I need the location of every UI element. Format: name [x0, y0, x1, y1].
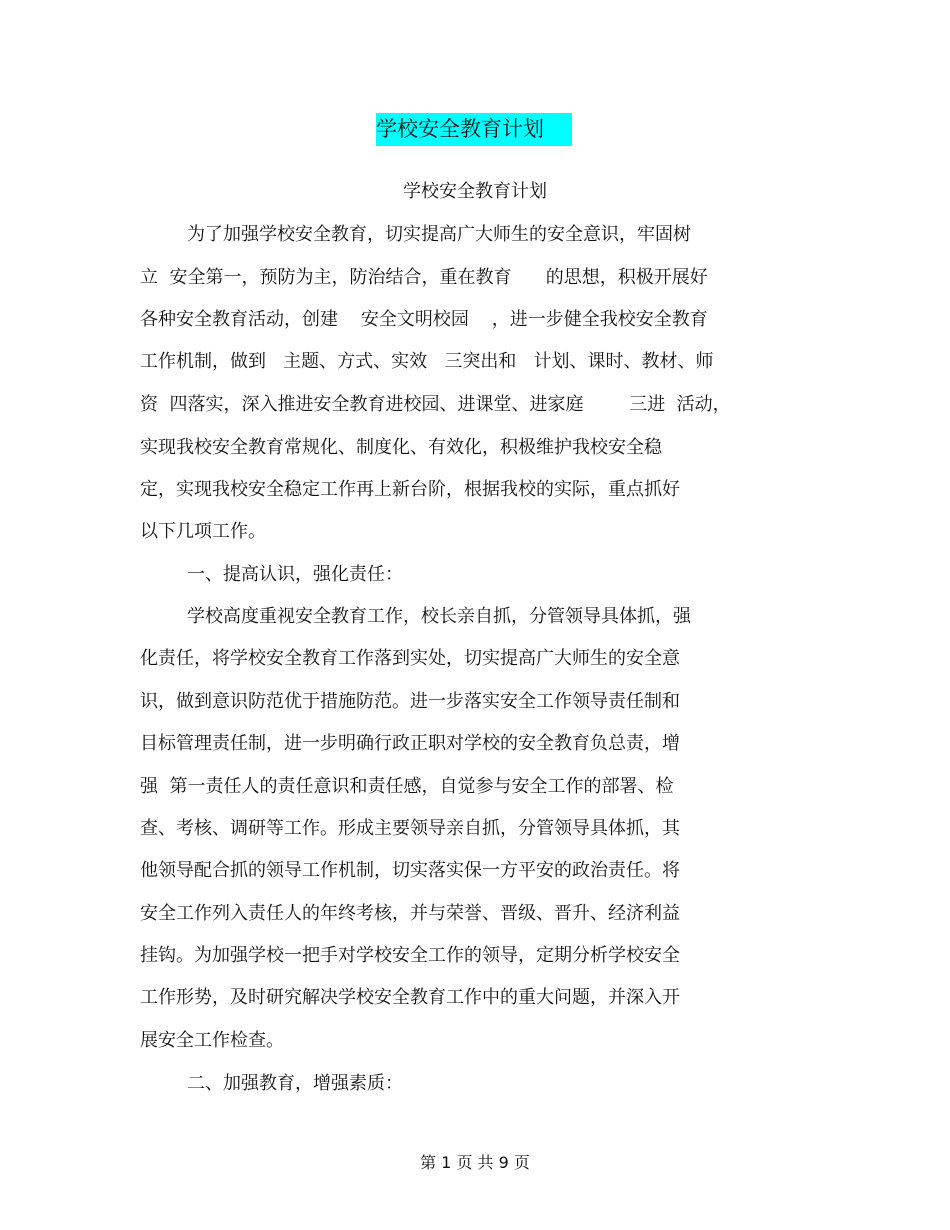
page-footer: 第 1 页 共 9 页 [420, 1153, 530, 1172]
section-heading: 一、提高认识，强化责任： [187, 564, 403, 585]
paragraph-line: 定，实现我校安全稳定工作再上新台阶，根据我校的实际，重点抓好 [140, 479, 680, 500]
document-title: 学校安全教育计划 [376, 113, 572, 146]
paragraph-line: 以下几项工作。 [140, 521, 266, 542]
paragraph-line: 强 第一责任人的责任意识和责任感，自觉参与安全工作的部署、检 [140, 776, 674, 797]
paragraph-line: 识，做到意识防范优于措施防范。进一步落实安全工作领导责任制和 [140, 691, 680, 712]
paragraph-line: 工作机制，做到 主题、方式、实效 三突出和 计划、课时、教材、师 [140, 351, 714, 372]
section-heading: 二、加强教育，增强素质： [187, 1073, 403, 1094]
document-subtitle: 学校安全教育计划 [403, 181, 547, 202]
paragraph-line: 实现我校安全教育常规化、制度化、有效化，积极维护我校安全稳 [140, 437, 662, 458]
paragraph-line: 立 安全第一，预防为主，防治结合，重在教育 的思想，积极开展好 [140, 267, 708, 288]
paragraph-line: 学校高度重视安全教育工作，校长亲自抓，分管领导具体抓，强 [187, 606, 691, 627]
paragraph-line: 各种安全教育活动，创建 安全文明校园 ，进一步健全我校安全教育 [140, 309, 708, 330]
paragraph-line: 工作形势，及时研究解决学校安全教育工作中的重大问题，并深入开 [140, 987, 680, 1008]
paragraph-line: 展安全工作检查。 [140, 1030, 284, 1051]
paragraph-line: 安全工作列入责任人的年终考核，并与荣誉、晋级、晋升、经济利益 [140, 903, 680, 924]
paragraph-line: 他领导配合抓的领导工作机制，切实落实保一方平安的政治责任。将 [140, 860, 680, 881]
paragraph-line: 为了加强学校安全教育，切实提高广大师生的安全意识，牢固树 [187, 224, 691, 245]
paragraph-line: 化责任，将学校安全教育工作落到实处，切实提高广大师生的安全意 [140, 648, 680, 669]
paragraph-line: 查、考核、调研等工作。形成主要领导亲自抓，分管领导具体抓，其 [140, 818, 680, 839]
paragraph-line: 目标管理责任制，进一步明确行政正职对学校的安全教育负总责，增 [140, 733, 680, 754]
paragraph-line: 挂钩。为加强学校一把手对学校安全工作的领导，定期分析学校安全 [140, 945, 680, 966]
paragraph-line: 资 四落实，深入推进安全教育进校园、进课堂、进家庭 三进 活动， [140, 394, 731, 415]
